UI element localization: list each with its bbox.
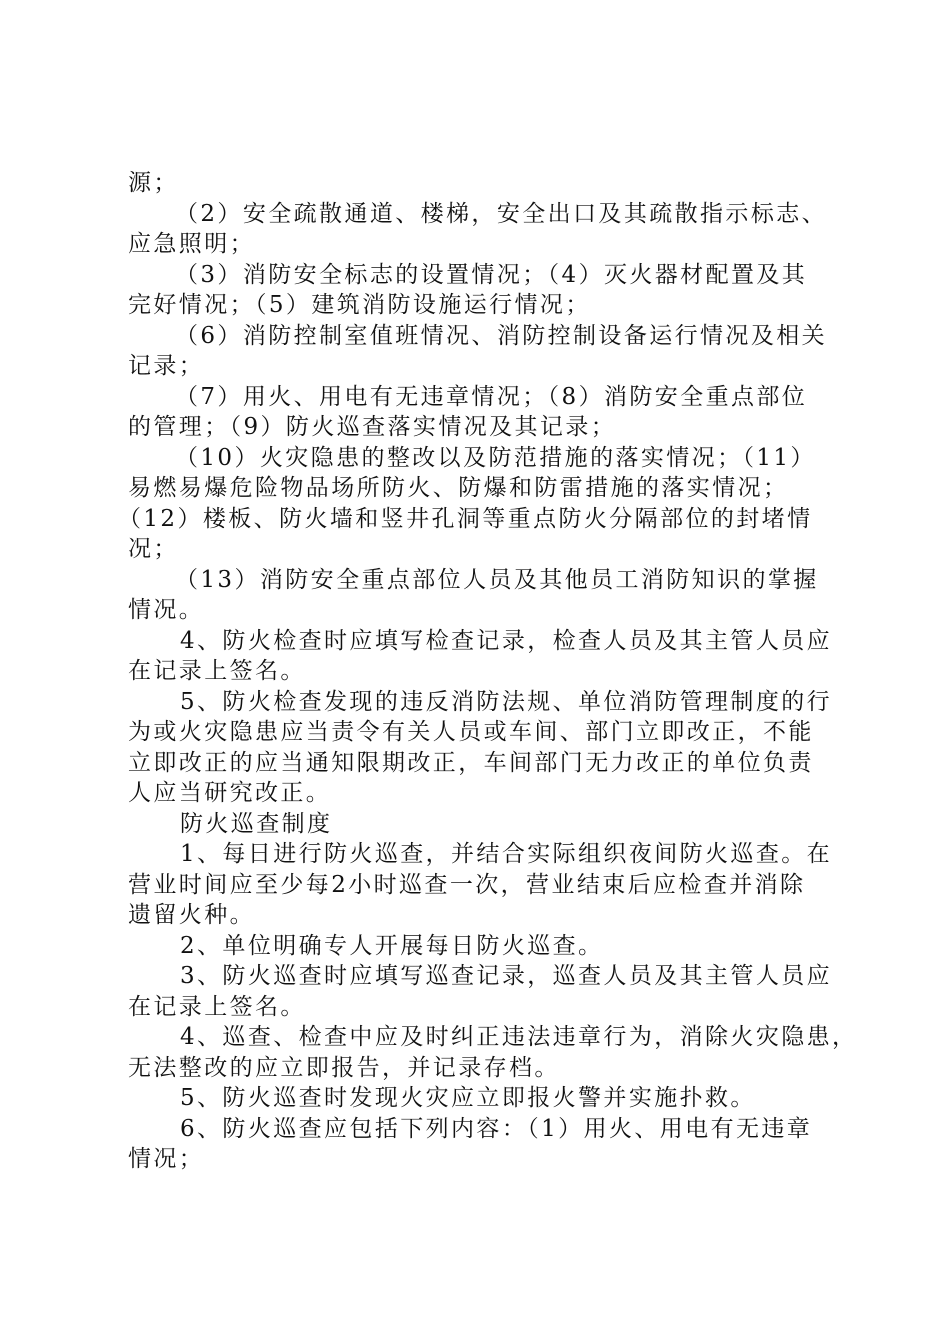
text-line: 完好情况；（5）建筑消防设施运行情况； (128, 292, 591, 318)
text-line: 营业时间应至少每2小时巡查一次，营业结束后应检查并消除 (128, 871, 806, 898)
text-line: 情况； (128, 1146, 205, 1172)
text-line: 5、防火检查发现的违反消防法规、单位消防管理制度的行 (180, 688, 833, 715)
text-line: （2）安全疏散通道、楼梯，安全出口及其疏散指示标志、 (175, 200, 828, 227)
text-line: 人应当研究改正。 (128, 780, 332, 806)
text-line: 为或火灾隐患应当责令有关人员或车间、部门立即改正，不能 (128, 719, 814, 745)
text-line: （3）消防安全标志的设置情况；（4）灭火器材配置及其 (175, 261, 808, 288)
document-body (118, 168, 858, 1175)
text-line: 在记录上签名。 (128, 993, 306, 1020)
text-line: 记录； (128, 353, 205, 379)
text-line: 立即改正的应当通知限期改正，车间部门无力改正的单位负责 (128, 749, 814, 776)
text-line: 3、防火巡查时应填写巡查记录，巡查人员及其主管人员应 (180, 963, 833, 989)
text-line: 5、防火巡查时发现火灾应立即报火警并实施扑救。 (180, 1085, 756, 1111)
text-line: 1、每日进行防火巡查，并结合实际组织夜间防火巡查。在 (180, 841, 833, 867)
text-line: 6、防火巡查应包括下列内容：（1）用火、用电有无违章 (180, 1115, 813, 1142)
text-line: 应急照明； (128, 231, 255, 257)
text-line: （6）消防控制室值班情况、消防控制设备运行情况及相关 (175, 322, 828, 349)
text-line: 4、巡查、检查中应及时纠正违法违章行为，消除火灾隐患， (180, 1024, 858, 1050)
text-line: 源； (128, 170, 179, 196)
text-line: （7）用火、用电有无违章情况；（8）消防安全重点部位 (175, 383, 808, 410)
section-heading: 防火巡查制度 (180, 810, 333, 837)
text-line: （12）楼板、防火墙和竖井孔洞等重点防火分隔部位的封堵情 (118, 505, 813, 532)
text-line: 情况。 (128, 597, 205, 623)
text-line: 2、单位明确专人开展每日防火巡查。 (180, 932, 604, 959)
text-line: 遗留火种。 (128, 902, 255, 928)
text-line: （10）火灾隐患的整改以及防范措施的落实情况；（11） (175, 444, 816, 471)
text-line: 况； (128, 536, 179, 562)
text-line: 在记录上签名。 (128, 658, 306, 684)
text-line: 易燃易爆危险物品场所防火、防爆和防雷措施的落实情况； (128, 475, 789, 501)
text-line: 的管理；（9）防火巡查落实情况及其记录； (128, 414, 617, 440)
text-line: （13）消防安全重点部位人员及其他员工消防知识的掌握 (175, 566, 819, 593)
text-line: 无法整改的应立即报告，并记录存档。 (128, 1054, 560, 1081)
text-line: 4、防火检查时应填写检查记录，检查人员及其主管人员应 (180, 627, 833, 654)
